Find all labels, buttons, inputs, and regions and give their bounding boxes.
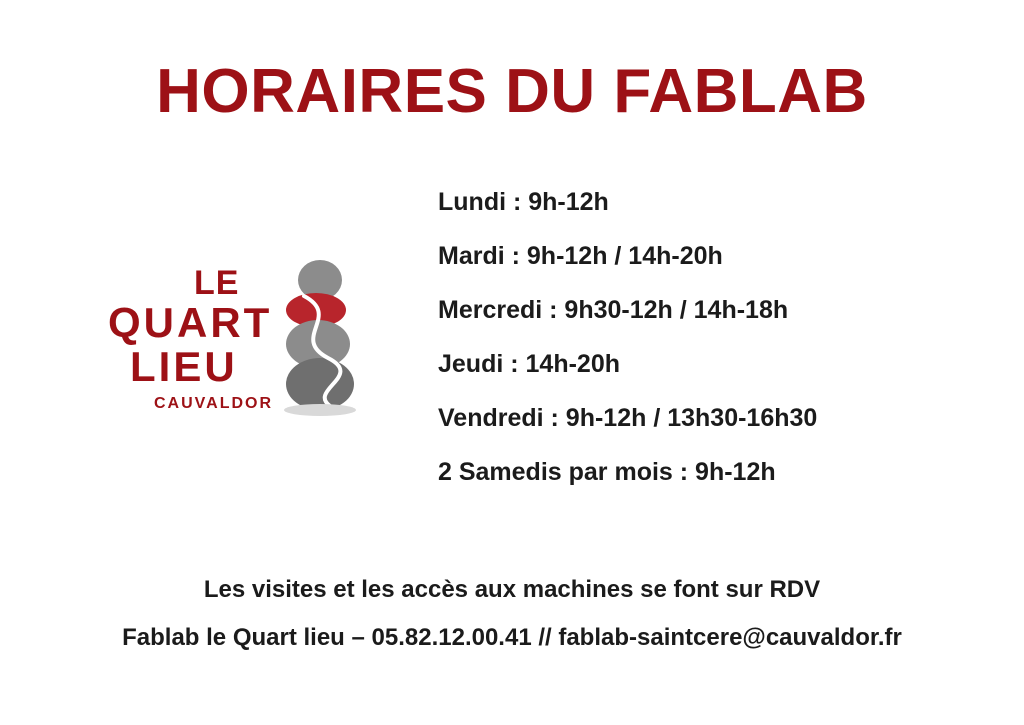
logo-line-cauvaldor: CAUVALDOR [154,395,274,412]
hours-row: 2 Samedis par mois : 9h-12h [438,458,776,486]
opening-hours-list [438,190,978,514]
footer [0,578,1024,674]
quart-lieu-pebbles-icon [268,258,368,418]
hours-row: Mercredi : 9h30-12h / 14h-18h [438,296,789,324]
logo-line-lieu: LIEU [130,343,238,390]
hours-row: Mardi : 9h-12h / 14h-20h [438,242,723,270]
hours-row: Vendredi : 9h-12h / 13h30-16h30 [438,404,818,432]
logo-line-le: LE [194,264,240,302]
logo [108,258,368,438]
hours-row: Lundi : 9h-12h [438,188,609,216]
footer-contact: Fablab le Quart lieu – 05.82.12.00.41 // fablab-saintcere@cauvaldor.fr [122,624,902,651]
hours-row: Jeudi : 14h-20h [438,350,620,378]
page-title: HORAIRES DU FABLAB [156,57,868,126]
footer-notice: Les visites et les accès aux machines se font sur RDV [203,576,821,603]
logo-wordmark [108,266,283,412]
logo-line-quart: QUART [108,299,273,346]
